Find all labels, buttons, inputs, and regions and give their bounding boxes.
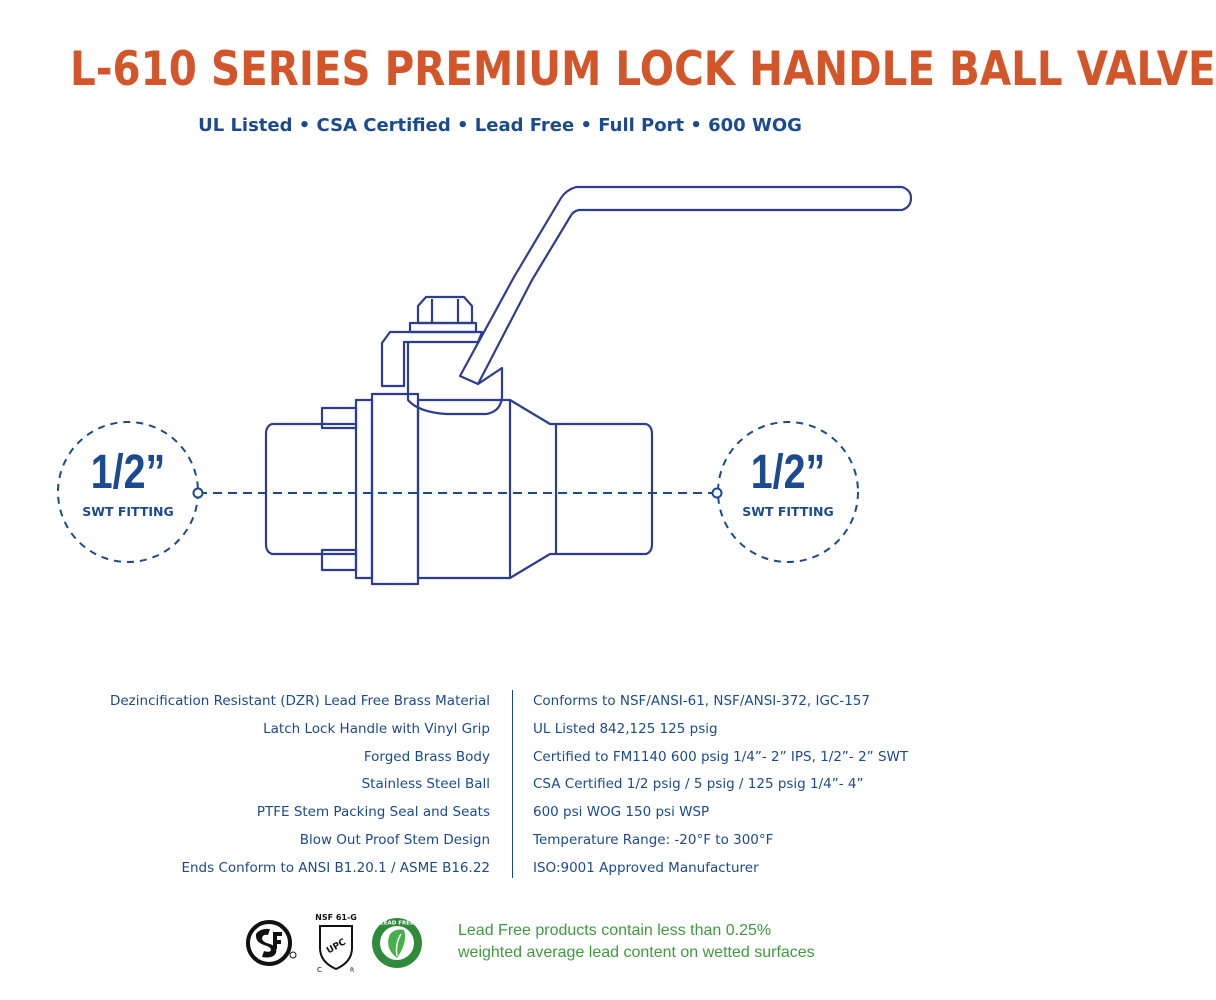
spec-item: UL Listed 842,125 125 psig [533,720,718,737]
features-list-left [110,690,490,885]
spec-item: Certified to FM1140 600 psig 1/4”- 2” IPS, 1/2”- 2” SWT [533,748,909,765]
left-fitting-size: 1/2” [90,446,166,499]
lead-free-leaf-icon [370,916,424,970]
feature-item: Blow Out Proof Stem Design [299,831,490,848]
feature-item: Forged Brass Body [363,748,490,765]
feature-item: PTFE Stem Packing Seal and Seats [256,804,490,821]
features-divider [512,690,513,878]
csa-logo-icon [246,918,298,968]
feature-item: Dezincification Resistant (DZR) Lead Free Brass Material [109,693,490,709]
right-fitting-label: SWT FITTING [742,504,834,519]
right-fitting-badge [718,422,858,562]
feature-item: Latch Lock Handle with Vinyl Grip [263,720,490,737]
left-pipe-end-icon [266,424,356,554]
upc-letters: UPC [325,937,348,957]
valve-handle-icon [460,187,911,384]
features-list-right [533,690,908,885]
lead-free-label: LEAD FREE [380,920,414,927]
feature-item: Ends Conform to ANSI B1.20.1 / ASME B16.22 [181,859,490,876]
feature-item: Stainless Steel Ball [361,776,490,793]
right-fitting-size: 1/2” [750,446,826,499]
lead-free-note [458,920,978,964]
lead-free-note-line1: Lead Free products contain less than 0.25% [458,922,772,939]
spec-item: 600 psi WOG 150 psi WSP [533,804,710,821]
left-fitting-label: SWT FITTING [82,504,174,519]
upc-r-mark: R [350,967,355,974]
valve-body-icon [418,400,510,578]
page-subtitle: UL Listed • CSA Certified • Lead Free • Full Port • 600 WOG [198,115,802,136]
upc-c-mark: C [317,966,322,974]
spec-item: CSA Certified 1/2 psig / 5 psig / 125 psig 1/4”- 4” [533,776,864,793]
spec-item: ISO:9001 Approved Manufacturer [533,859,759,876]
nsf-label: NSF 61-G [315,913,357,922]
valve-stem-icon [408,342,502,414]
page-title: L-610 SERIES PREMIUM LOCK HANDLE BALL VALVE [70,42,1216,97]
left-fitting-badge [58,422,198,562]
stem-nut-icon [418,297,472,323]
right-pipe-end-icon [556,424,652,554]
handle-latch-icon [382,332,482,386]
lead-free-note-line2: weighted average lead content on wetted surfaces [458,944,815,961]
spec-item: Temperature Range: -20°F to 300°F [533,831,774,848]
upc-shield-icon [312,912,360,974]
spec-item: Conforms to NSF/ANSI-61, NSF/ANSI-372, IGC-157 [533,693,870,709]
